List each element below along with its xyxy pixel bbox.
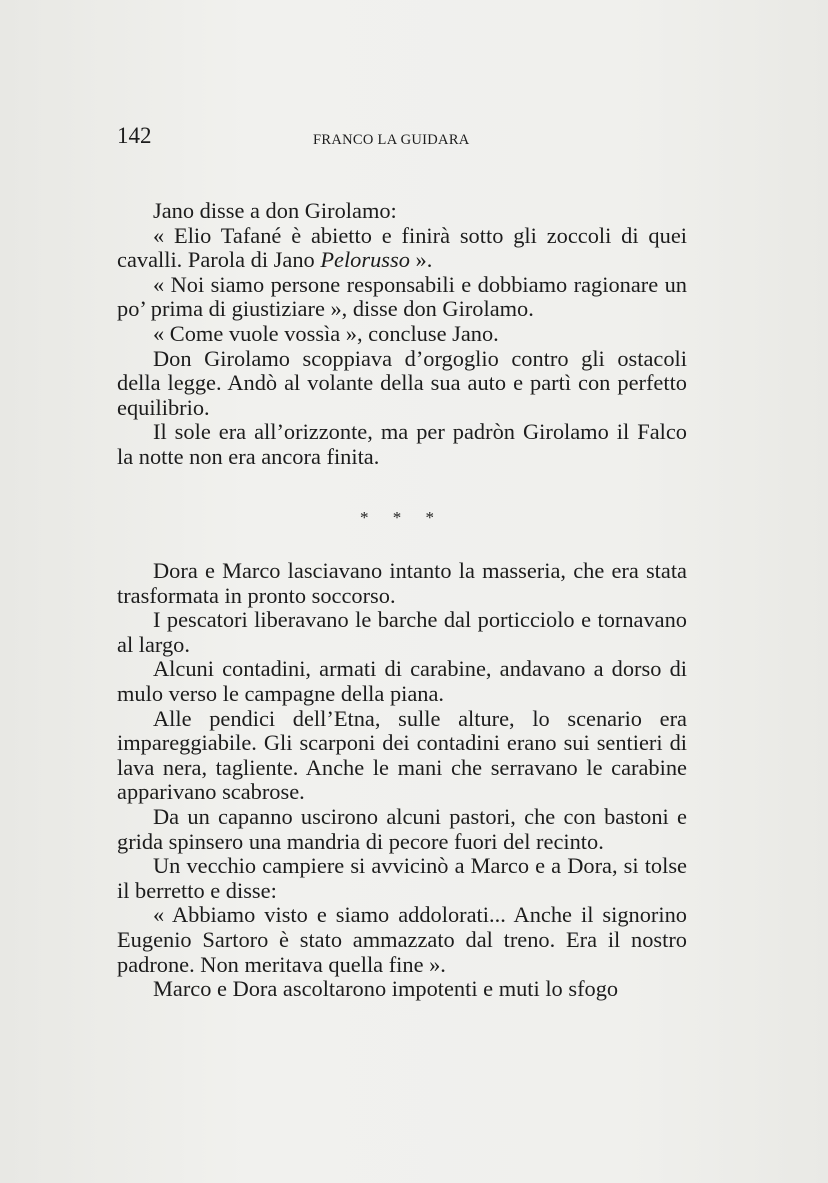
paragraph: « Noi siamo persone responsabili e dobbiamo ragionare un po’ prima di giustiziare », disse don Girolamo. <box>117 271 687 322</box>
section-separator: * * * <box>360 508 444 527</box>
italic-name: Pelorusso <box>320 247 410 273</box>
paragraph: Don Girolamo scoppiava d’orgoglio contro gli ostacoli della legge. Andò al volante della sua auto e partì con perfetto equilibrio. <box>117 345 687 420</box>
paragraph: Alcuni contadini, armati di carabine, andavano a dorso di mulo verso le campagne della piana. <box>117 656 687 706</box>
paragraph: I pescatori liberavano le barche dal porticciolo e tornavano al largo. <box>117 607 687 657</box>
paragraph: « Come vuole vossìa », concluse Jano. <box>153 320 499 346</box>
running-head <box>117 121 717 151</box>
paragraph: « Abbiamo visto e siamo addolorati... Anche il signorino Eugenio Sartoro è stato ammazzato dal treno. Era il nostro padrone. Non meritava quella fine ». <box>117 902 687 977</box>
paragraph: Da un capanno uscirono alcuni pastori, che con bastoni e grida spinsero una mandria di pecore fuori del recinto. <box>117 803 687 854</box>
page-number: 142 <box>117 123 152 148</box>
paragraph: Marco e Dora ascoltarono impotenti e muti lo sfogo <box>153 976 619 1002</box>
text-section-1 <box>117 199 687 470</box>
paragraph: Alle pendici dell’Etna, sulle alture, lo scenario era impareggiabile. Gli scarponi dei contadini erano sui sentieri di lava nera, tagliente. Anche le mani che serravano le carabine apparivano scabrose. <box>117 705 687 805</box>
paragraph: Jano disse a don Girolamo: <box>153 198 397 223</box>
paragraph: Dora e Marco lasciavano intanto la masseria, che era stata trasformata in pronto soccorso. <box>117 558 687 608</box>
closing-quote: ». <box>409 247 433 273</box>
text-section-2 <box>117 559 687 1002</box>
paragraph: Un vecchio campiere si avvicinò a Marco e a Dora, si tolse il berretto e disse: <box>117 853 687 903</box>
paragraph <box>117 224 687 273</box>
running-title: FRANCO LA GUIDARA <box>313 132 470 148</box>
paragraph-text: « Elio Tafané è abietto e finirà sotto gli zoccoli di quei cavalli. Parola di Jano <box>117 222 687 273</box>
paragraph: Il sole era all’orizzonte, ma per padròn Girolamo il Falco la notte non era ancora finita. <box>117 419 687 469</box>
